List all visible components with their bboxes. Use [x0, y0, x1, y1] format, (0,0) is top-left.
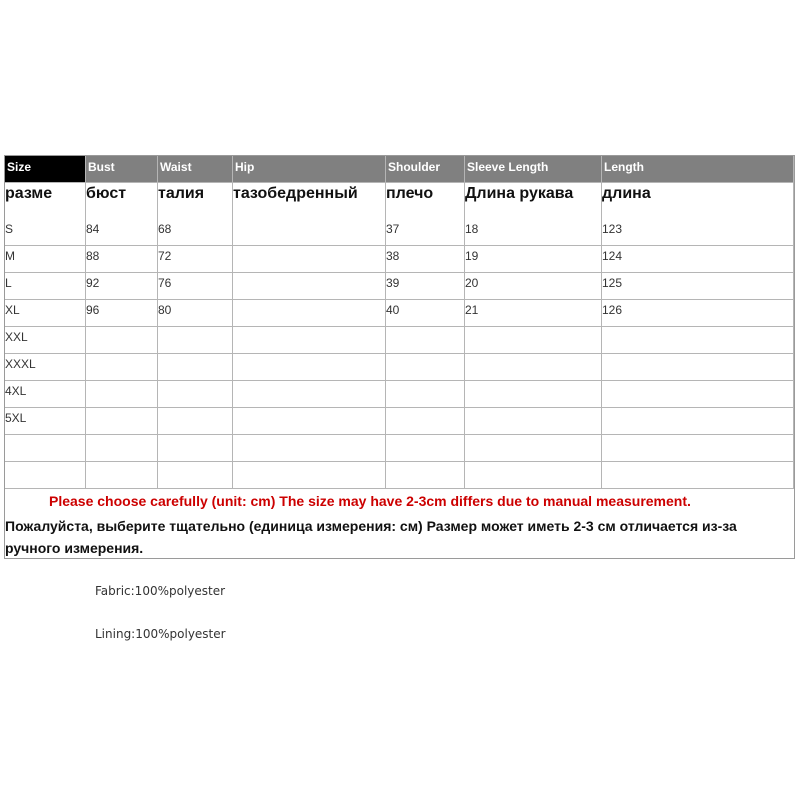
header-row-en-cell: Shoulder: [386, 156, 465, 183]
table-row-cell: [158, 462, 233, 489]
table-row-cell: [86, 327, 158, 354]
table-row-cell: [233, 354, 386, 381]
table-row-cell: 4XL: [5, 381, 86, 408]
table-row-cell: 76: [158, 273, 233, 300]
table-row-cell: 123: [602, 219, 794, 246]
table-row-cell: [233, 408, 386, 435]
table-row: [5, 300, 794, 327]
table-row: [5, 435, 794, 462]
table-row-cell: [386, 462, 465, 489]
table-row-cell: [158, 354, 233, 381]
header-row-en-cell: Length: [602, 156, 794, 183]
table-row-cell: 88: [86, 246, 158, 273]
table-row-cell: 39: [386, 273, 465, 300]
table-row-cell: 124: [602, 246, 794, 273]
header-row-ru: [5, 183, 794, 219]
table-row: [5, 408, 794, 435]
header-row-ru-cell: талия: [158, 183, 233, 219]
table-row-cell: [86, 462, 158, 489]
lining-info: Lining:100%polyester: [95, 627, 226, 641]
table-row: [5, 381, 794, 408]
table-row-cell: 125: [602, 273, 794, 300]
table-row-cell: [465, 354, 602, 381]
table-row-cell: [86, 381, 158, 408]
note-russian: Пожалуйста, выберите тщательно (единица измерения: см) Размер может иметь 2-3 см отличается из-за ручного измерения.: [5, 518, 737, 556]
header-row-en-cell: Hip: [233, 156, 386, 183]
fabric-info: Fabric:100%polyester: [95, 584, 226, 598]
header-row-en-cell: Bust: [86, 156, 158, 183]
table-row-cell: [602, 354, 794, 381]
note-english: Please choose carefully (unit: cm) The size may have 2-3cm differs due to manual measurement.: [49, 493, 691, 509]
measurement-note: [5, 488, 794, 558]
header-row-en-cell: Waist: [158, 156, 233, 183]
table-row-cell: [5, 435, 86, 462]
table-row-cell: [386, 354, 465, 381]
table-row-cell: 19: [465, 246, 602, 273]
table-row-cell: [602, 408, 794, 435]
header-row-ru-cell: бюст: [86, 183, 158, 219]
table-row-cell: [86, 354, 158, 381]
table-row-cell: [86, 435, 158, 462]
table-row-cell: XXL: [5, 327, 86, 354]
table-row-cell: [602, 435, 794, 462]
table-row-cell: 96: [86, 300, 158, 327]
table-row-cell: [465, 327, 602, 354]
table-row-cell: [158, 408, 233, 435]
table-row-cell: 92: [86, 273, 158, 300]
header-row-en: [5, 156, 794, 183]
header-row-en-cell: Sleeve Length: [465, 156, 602, 183]
table-row-cell: [86, 408, 158, 435]
header-row-ru-cell: длина: [602, 183, 794, 219]
table-row-cell: [465, 435, 602, 462]
size-chart-table: [4, 155, 795, 559]
table-row: [5, 219, 794, 246]
table-row-cell: [233, 381, 386, 408]
table-row: [5, 462, 794, 489]
table-row-cell: [602, 327, 794, 354]
table-row-cell: [465, 381, 602, 408]
table-row-cell: 38: [386, 246, 465, 273]
table-row-cell: S: [5, 219, 86, 246]
table-row-cell: [233, 300, 386, 327]
table-row-cell: [233, 462, 386, 489]
table-row-cell: [5, 462, 86, 489]
table-row-cell: 20: [465, 273, 602, 300]
table-row-cell: 80: [158, 300, 233, 327]
table-row-cell: 37: [386, 219, 465, 246]
table-row-cell: [386, 381, 465, 408]
table-row-cell: 126: [602, 300, 794, 327]
table-row: [5, 273, 794, 300]
table-row-cell: [386, 435, 465, 462]
table-row-cell: [233, 327, 386, 354]
table-row-cell: [386, 408, 465, 435]
table-row: [5, 327, 794, 354]
header-row-ru-cell: разме: [5, 183, 86, 219]
table-row-cell: 84: [86, 219, 158, 246]
table-row-cell: [158, 435, 233, 462]
header-row-ru-cell: Длина рукава: [465, 183, 602, 219]
table-row-cell: M: [5, 246, 86, 273]
table-row-cell: L: [5, 273, 86, 300]
header-row-ru-cell: тазобедренный: [233, 183, 386, 219]
table-row: [5, 354, 794, 381]
table-row-cell: [158, 327, 233, 354]
table-row-cell: [158, 381, 233, 408]
table-row-cell: XL: [5, 300, 86, 327]
table-row-cell: 68: [158, 219, 233, 246]
table-row: [5, 246, 794, 273]
table-row-cell: [233, 219, 386, 246]
table-row-cell: [465, 462, 602, 489]
table-row-cell: 5XL: [5, 408, 86, 435]
table-row-cell: 72: [158, 246, 233, 273]
table-row-cell: 40: [386, 300, 465, 327]
header-row-en-cell: Size: [5, 156, 86, 183]
table-row-cell: [386, 327, 465, 354]
table-row-cell: [233, 273, 386, 300]
table-row-cell: [602, 381, 794, 408]
table-row-cell: [233, 435, 386, 462]
table-row-cell: [233, 246, 386, 273]
table-row-cell: [465, 408, 602, 435]
table-row-cell: [602, 462, 794, 489]
table-row-cell: 21: [465, 300, 602, 327]
table-row-cell: XXXL: [5, 354, 86, 381]
header-row-ru-cell: плечо: [386, 183, 465, 219]
table-row-cell: 18: [465, 219, 602, 246]
